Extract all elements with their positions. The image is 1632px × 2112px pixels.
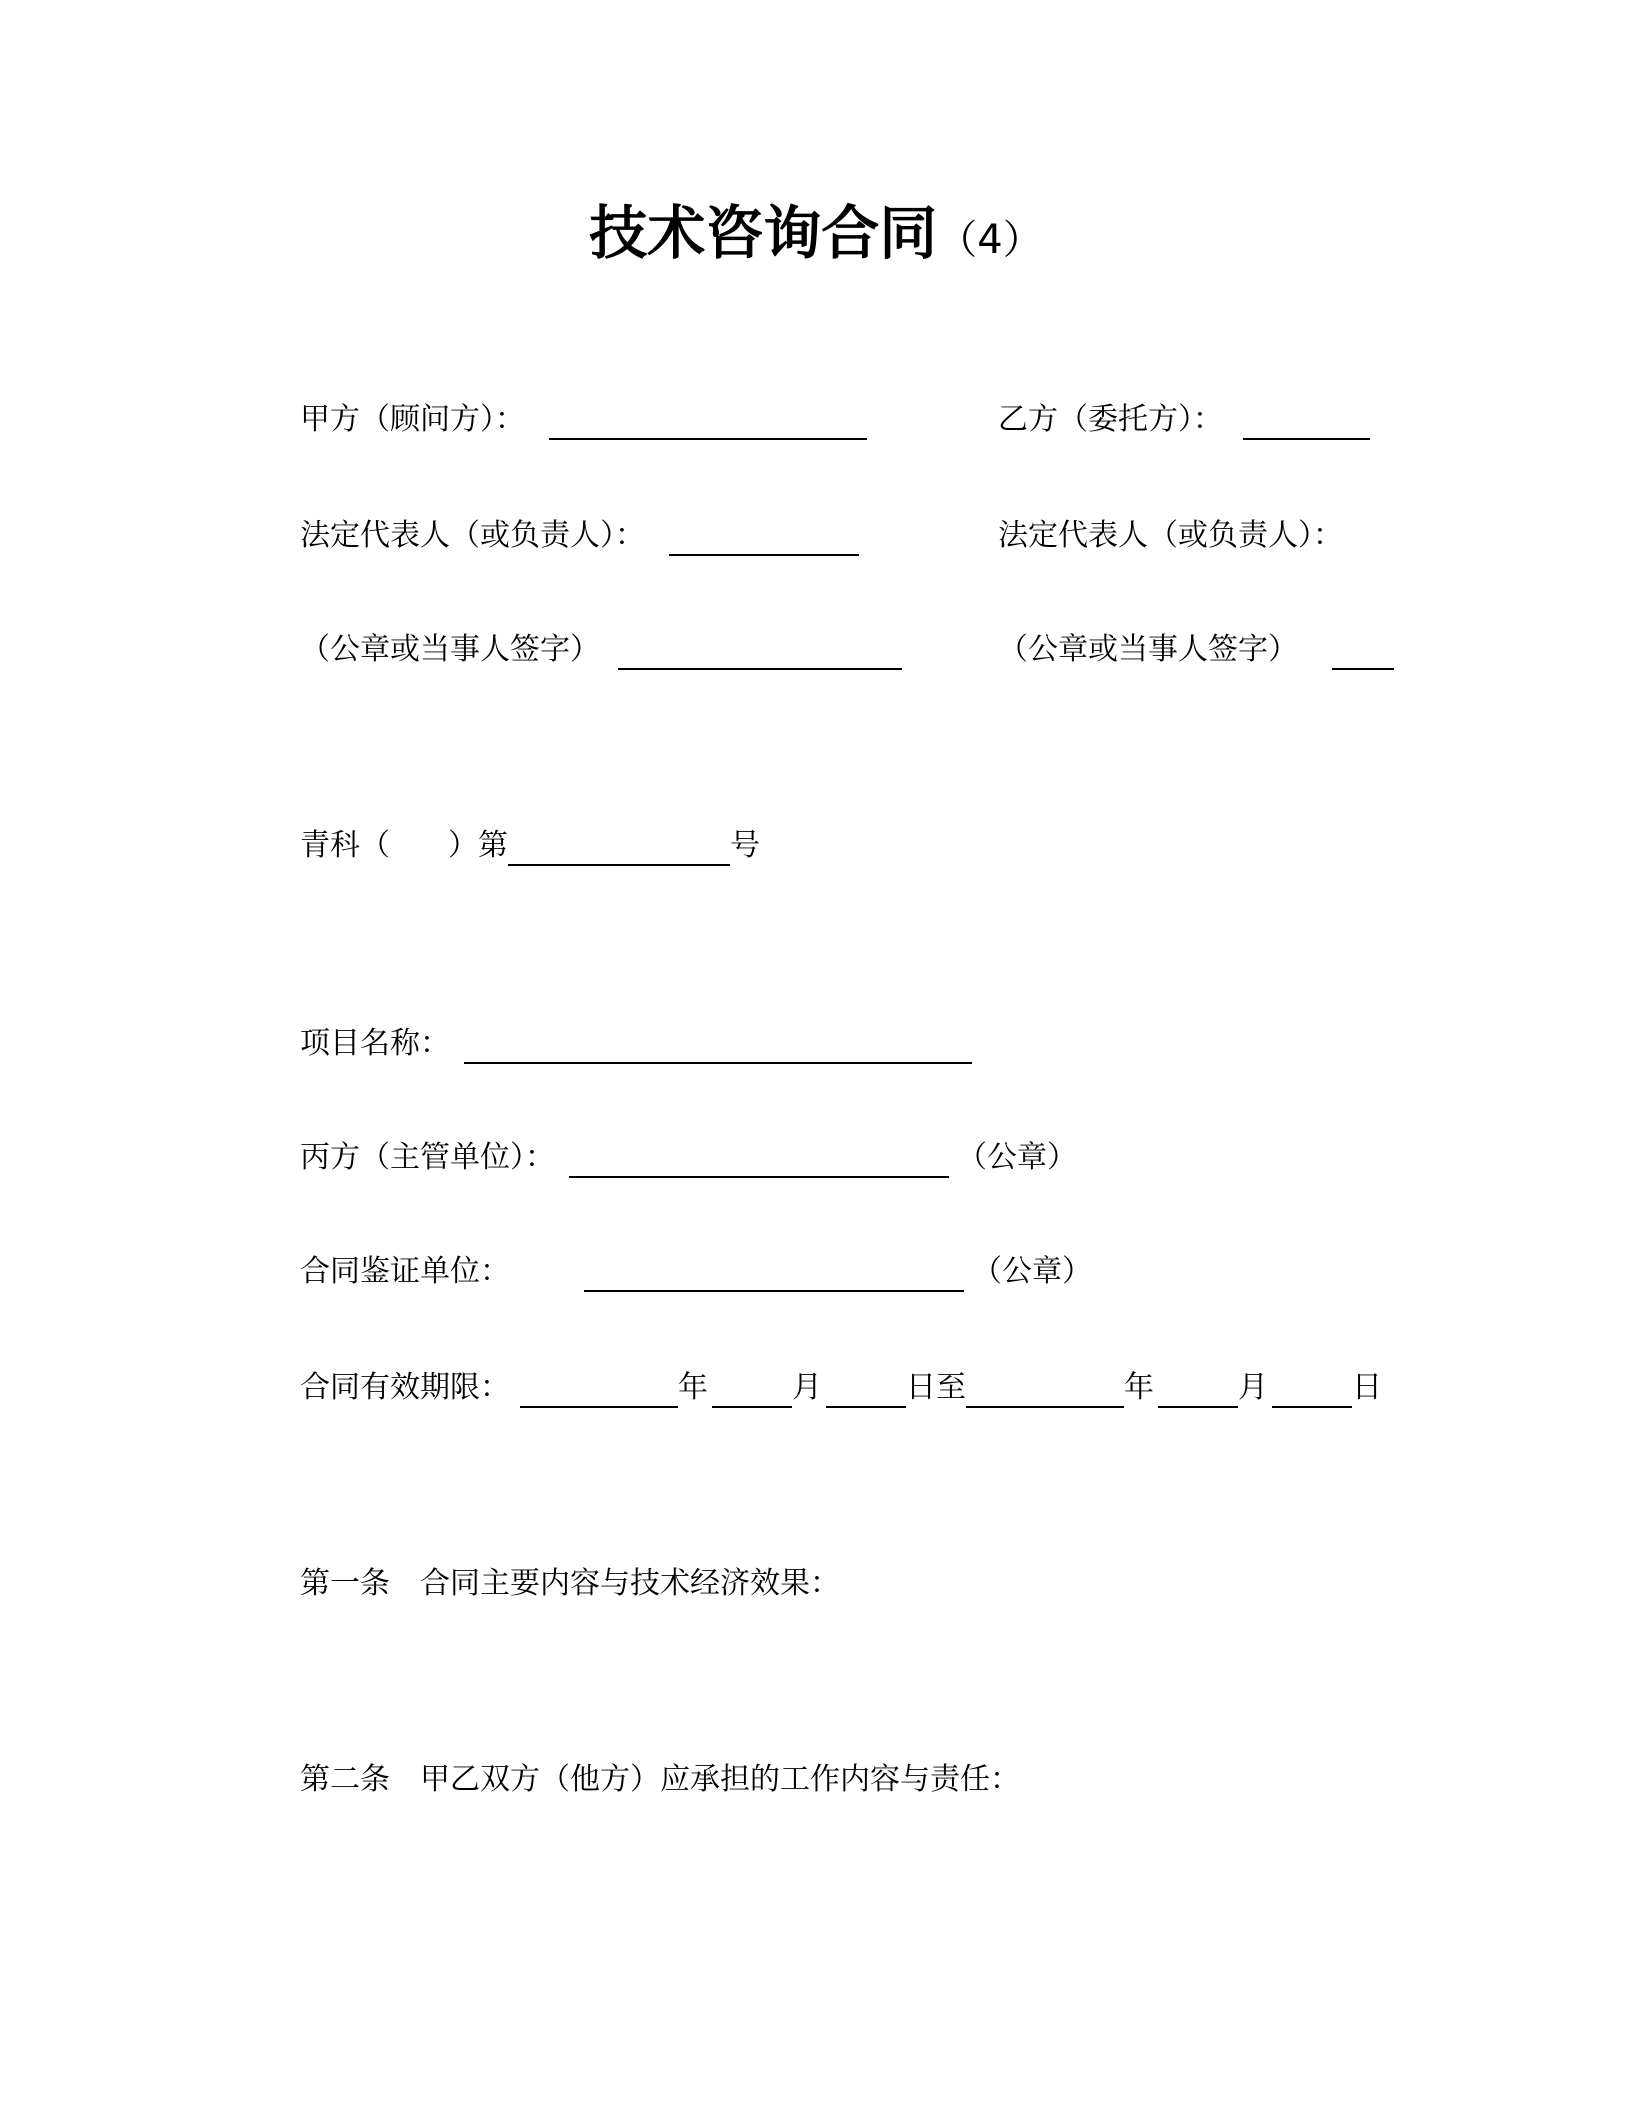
article-1-heading	[300, 1564, 840, 1604]
article-2-text: 第二条 甲乙双方（他方）应承担的工作内容与责任：	[300, 1762, 1020, 1797]
party-b-field[interactable]	[1243, 404, 1370, 440]
contract-number-row	[300, 826, 760, 866]
rep-a-label: 法定代表人（或负责人）：	[300, 518, 645, 553]
project-name-label: 项目名称：	[300, 1026, 450, 1061]
party-a-row	[300, 400, 867, 440]
verification-label: 合同鉴证单位：	[300, 1254, 510, 1289]
verification-row	[300, 1252, 1092, 1292]
party-a-field[interactable]	[549, 404, 867, 440]
contract-number-field[interactable]	[508, 830, 730, 866]
party-c-label: 丙方（主管单位）：	[300, 1140, 555, 1175]
end-day-unit: 日	[1352, 1370, 1382, 1405]
party-c-field[interactable]	[569, 1142, 949, 1178]
project-name-row	[300, 1024, 972, 1064]
end-month-field[interactable]	[1158, 1372, 1238, 1408]
title-text: 技术咨询合同	[589, 199, 938, 267]
start-month-unit: 月	[792, 1370, 822, 1405]
start-year-unit: 年	[678, 1370, 708, 1405]
party-b-label: 乙方（委托方）：	[998, 402, 1223, 437]
validity-row	[300, 1368, 1382, 1408]
contract-no-mid: ）第	[448, 828, 508, 863]
start-year-field[interactable]	[520, 1372, 678, 1408]
rep-b-label: 法定代表人（或负责人）：	[998, 518, 1343, 553]
seal-a-field[interactable]	[618, 634, 902, 670]
end-month-unit: 月	[1238, 1370, 1268, 1405]
contract-no-prefix: 青科（	[300, 828, 390, 863]
start-day-unit: 日至	[906, 1370, 966, 1405]
article-1-text: 第一条 合同主要内容与技术经济效果：	[300, 1566, 840, 1601]
seal-a-label: （公章或当事人签字）	[300, 632, 600, 667]
end-year-field[interactable]	[966, 1372, 1124, 1408]
verification-field[interactable]	[584, 1256, 964, 1292]
contract-no-suffix: 号	[730, 828, 760, 863]
rep-b-row	[998, 516, 1343, 556]
rep-a-row	[300, 516, 859, 556]
title-suffix: （4）	[937, 217, 1043, 263]
article-2-heading	[300, 1760, 1020, 1800]
end-day-field[interactable]	[1272, 1372, 1352, 1408]
project-name-field[interactable]	[464, 1028, 972, 1064]
start-month-field[interactable]	[712, 1372, 792, 1408]
document-title	[0, 198, 1632, 275]
seal-b-row	[998, 630, 1394, 670]
validity-label: 合同有效期限：	[300, 1370, 510, 1405]
verification-seal: （公章）	[972, 1254, 1092, 1289]
party-a-label: 甲方（顾问方）：	[300, 402, 525, 437]
end-year-unit: 年	[1124, 1370, 1154, 1405]
seal-a-row	[300, 630, 902, 670]
seal-b-field[interactable]	[1332, 634, 1394, 670]
seal-b-label: （公章或当事人签字）	[998, 632, 1298, 667]
start-day-field[interactable]	[826, 1372, 906, 1408]
party-c-row	[300, 1138, 1077, 1178]
party-c-seal: （公章）	[957, 1140, 1077, 1175]
rep-a-field[interactable]	[669, 520, 859, 556]
party-b-row	[998, 400, 1370, 440]
